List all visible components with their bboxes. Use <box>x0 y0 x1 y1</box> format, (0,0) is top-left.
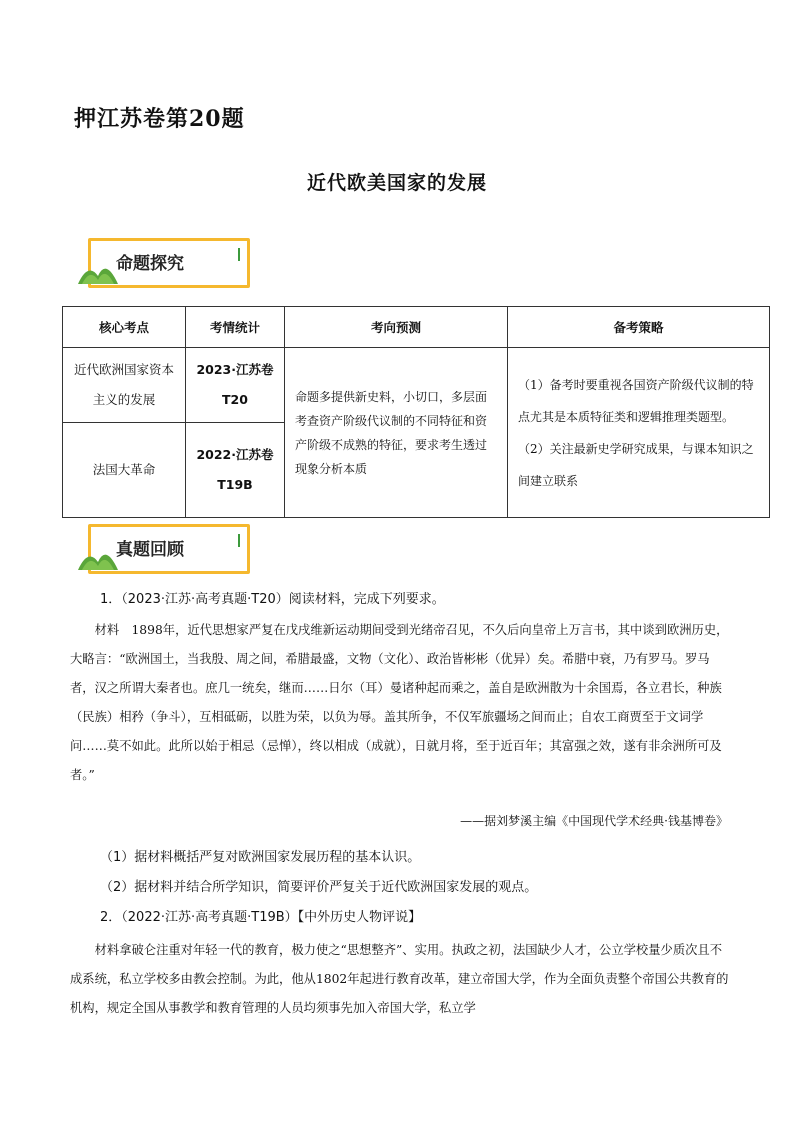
question-1-task-1: （1）据材料概括严复对欧洲国家发展历程的基本认识。 <box>100 850 421 865</box>
material-source: ——据刘梦溪主编《中国现代学术经典·钱基博卷》 <box>460 814 728 828</box>
column-header: 备考策略 <box>508 307 770 348</box>
stat-line: 2022·江苏卷 <box>196 447 274 462</box>
strategy-item: （2）关注最新史学研究成果，与课本知识之间建立联系 <box>518 441 754 488</box>
stat-line: 2023·江苏卷 <box>196 362 274 377</box>
green-hills-icon <box>78 540 118 570</box>
section-label: 真题回顾 <box>116 540 184 560</box>
banner-stripe <box>238 248 240 261</box>
prediction-cell: 命题多提供新史料，小切口，多层面考查资产阶级代议制的不同特征和资产阶级不成熟的特征，要求考生透过现象分析本质 <box>285 348 508 518</box>
column-header: 考向预测 <box>285 307 508 348</box>
banner-stripe <box>238 534 240 547</box>
stat-line: T19B <box>217 477 253 492</box>
page-subtitle: 近代欧美国家的发展 <box>306 172 487 194</box>
green-hills-icon <box>78 254 118 284</box>
question-2-material: 材料拿破仑注重对年轻一代的教育，极力使之“思想整齐”、实用。执政之初，法国缺少人才，公立学校量少质次且不成系统，私立学校多由教会控制。为此，他从1802年起进行教育改革，建立帝国大学，作为全面负责整个帝国公共教育的机构，规定全国从事教学和教育管理的人员均须事先加入帝国大学，私立学 <box>70 943 729 1015</box>
column-header: 核心考点 <box>63 307 186 348</box>
question-2-heading: 2．（2022·江苏·高考真题·T19B）【中外历史人物评说】 <box>100 910 422 925</box>
table-header-row <box>63 307 770 348</box>
exam-analysis-table <box>62 306 770 518</box>
page-title: 押江苏卷第20题 <box>74 106 245 132</box>
stat-cell <box>186 423 285 518</box>
question-1-heading: 1．（2023·江苏·高考真题·T20）阅读材料，完成下列要求。 <box>100 592 445 607</box>
column-header: 考情统计 <box>186 307 285 348</box>
stat-line: T20 <box>222 392 248 407</box>
section-banner-analysis <box>78 238 248 286</box>
strategy-item: （1）备考时要重视各国资产阶级代议制的特点尤其是本质特征类和逻辑推理类题型。 <box>518 377 754 424</box>
question-1-material: 材料 1898年，近代思想家严复在戊戌维新运动期间受到光绪帝召见，不久后向皇帝上万言书，其中谈到欧洲历史，大略言：“欧洲国土，当我殷、周之间，希腊最盛，文物（文化）、政治皆彬彬（优异）矣。希腊中衰，乃有罗马。罗马者，汉之所谓大秦者也。庶几一统矣，继而……日尔（耳）曼诸种起而乘之，盖自是欧洲散为十余国焉，各立君长，种族（民族）相矜（争斗），互相砥砺，以胜为荣，以负为辱。盖其所争，不仅军旅疆场之间而止；自农工商贾至于文词学问……莫不如此。此所以始于相忌（忌惮），终以相成（成就），日就月将，至于近百年；其富强之效，遂有非余洲所可及者。” <box>70 623 729 782</box>
section-label: 命题探究 <box>116 254 184 274</box>
section-banner-review <box>78 524 248 572</box>
topic-cell: 近代欧洲国家资本主义的发展 <box>63 348 186 423</box>
stat-cell <box>186 348 285 423</box>
question-1-task-2: （2）据材料并结合所学知识，简要评价严复关于近代欧洲国家发展的观点。 <box>100 880 538 895</box>
strategy-cell <box>508 348 770 518</box>
topic-cell: 法国大革命 <box>63 423 186 518</box>
table-row <box>63 348 770 423</box>
